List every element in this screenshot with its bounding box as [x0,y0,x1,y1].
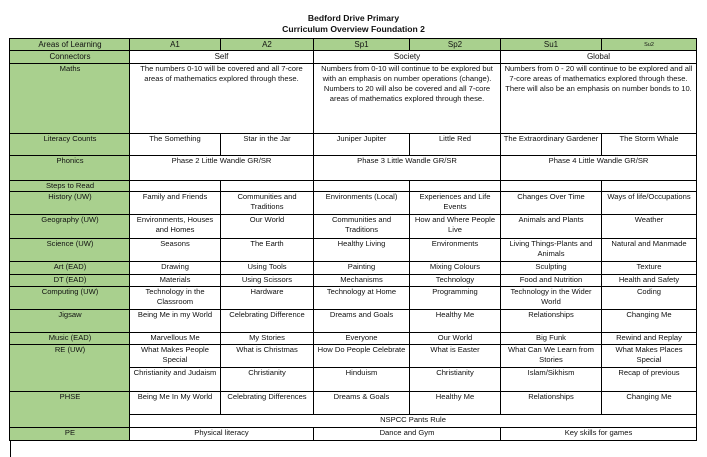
art-cell: Drawing [130,262,221,274]
literacy-row [10,133,697,155]
maths-spring-para: Numbers from 0-10 will continue to be explored but with an emphasis on number operations (change). [321,64,493,84]
history-label: History (UW) [10,192,130,215]
empty-cell [410,180,501,191]
pe-label: PE [10,427,130,440]
history-cell: Communities and Traditions [221,192,314,215]
computing-row [10,286,697,309]
re-cell: What is Christmas [221,344,314,367]
computing-cell: Technology in the Wider World [501,286,602,309]
literacy-cell: Little Red [410,133,501,155]
phse-cell: Dreams & Goals [314,391,410,414]
science-cell: Healthy Living [314,238,410,261]
geography-label: Geography (UW) [10,215,130,238]
phonics-row [10,156,697,180]
connectors-row [10,51,697,64]
art-label: Art (EAD) [10,262,130,274]
maths-spring [314,64,501,133]
phse-row [10,391,697,414]
jigsaw-cell: Healthy Me [410,310,501,332]
curriculum-table [9,38,697,441]
history-cell: Ways of life/Occupations [602,192,697,215]
music-cell: Big Funk [501,332,602,344]
geography-cell: How and Where People Live [410,215,501,238]
pe-row [10,427,697,440]
geography-cell: Environments, Houses and Homes [130,215,221,238]
phonics-label: Phonics [10,156,130,180]
science-cell: Living Things-Plants and Animals [501,238,602,261]
dt-cell: Technology [410,274,501,286]
dt-cell: Health and Safety [602,274,697,286]
literacy-cell: The Something [130,133,221,155]
re-cell: What Makes Places Special [602,344,697,367]
jigsaw-cell: Dreams and Goals [314,310,410,332]
empty-cell [501,180,602,191]
maths-summer-para: There will also be an emphasis on number bonds to 10. [505,84,692,94]
art-cell: Mixing Colours [410,262,501,274]
re-cell: Hinduism [314,368,410,391]
science-row [10,238,697,261]
computing-cell: Hardware [221,286,314,309]
computing-label: Computing (UW) [10,286,130,309]
re-cell: How Do People Celebrate [314,344,410,367]
phse-label: PHSE [10,391,130,427]
header-row [10,39,697,51]
header-label: Areas of Learning [10,39,130,51]
phse-cell: Celebrating Differences [221,391,314,414]
re-label: RE (UW) [10,344,130,391]
literacy-label: Literacy Counts [10,133,130,155]
history-cell: Changes Over Time [501,192,602,215]
phse-cell: Healthy Me [410,391,501,414]
steps-label: Steps to Read [10,180,130,191]
jigsaw-row [10,310,697,332]
term-sp2: Sp2 [410,39,501,51]
maths-autumn: The numbers 0-10 will be covered and all 7-core areas of mathematics explored through these. [130,64,314,133]
art-cell: Using Tools [221,262,314,274]
re-cell: Christianity [221,368,314,391]
school-name: Bedford Drive Primary [307,13,400,23]
literacy-cell: Juniper Jupiter [314,133,410,155]
computing-cell: Coding [602,286,697,309]
jigsaw-cell: Being Me in my World [130,310,221,332]
empty-cell [221,180,314,191]
document-title: Curriculum Overview Foundation 2 [282,24,425,34]
empty-cell [314,180,410,191]
dt-cell: Food and Nutrition [501,274,602,286]
maths-summer [501,64,697,133]
music-cell: Rewind and Replay [602,332,697,344]
term-su1: Su1 [501,39,602,51]
science-cell: Environments [410,238,501,261]
science-cell: Seasons [130,238,221,261]
re-cell: What Makes People Special [130,344,221,367]
dt-cell: Using Scissors [221,274,314,286]
computing-cell: Programming [410,286,501,309]
jigsaw-cell: Changing Me [602,310,697,332]
re-cell: Islam/Sikhism [501,368,602,391]
connector-society: Society [314,51,501,64]
term-sp1: Sp1 [314,39,410,51]
pe-autumn: Physical literacy [130,427,314,440]
art-row [10,262,697,274]
pe-spring: Dance and Gym [314,427,501,440]
art-cell: Painting [314,262,410,274]
connectors-label: Connectors [10,51,130,64]
maths-label: Maths [10,64,130,133]
connector-global: Global [501,51,697,64]
term-su2: Su2 [602,39,697,51]
science-label: Science (UW) [10,238,130,261]
computing-cell: Technology at Home [314,286,410,309]
term-a2: A2 [221,39,314,51]
phse-rule: NSPCC Pants Rule [130,415,697,427]
music-cell: Our World [410,332,501,344]
literacy-cell: The Storm Whale [602,133,697,155]
phse-cell: Changing Me [602,391,697,414]
empty-cell [130,180,221,191]
geography-cell: Our World [221,215,314,238]
jigsaw-label: Jigsaw [10,310,130,332]
re-cell: What Can We Learn from Stories [501,344,602,367]
steps-row [10,180,697,191]
re-cell: Recap of previous [602,368,697,391]
literacy-cell: The Extraordinary Gardener [501,133,602,155]
music-row [10,332,697,344]
music-label: Music (EAD) [10,332,130,344]
music-cell: Everyone [314,332,410,344]
history-cell: Experiences and Life Events [410,192,501,215]
jigsaw-cell: Celebrating Difference [221,310,314,332]
geography-cell: Animals and Plants [501,215,602,238]
re-cell: What is Easter [410,344,501,367]
phse-cell: Being Me In My World [130,391,221,414]
re-cell: Christianity [410,368,501,391]
music-cell: Marvellous Me [130,332,221,344]
page-edge-line [10,441,11,457]
phonics-autumn: Phase 2 Little Wandle GR/SR [130,156,314,180]
empty-cell [602,180,697,191]
maths-spring-para: Numbers to 20 will also be covered and all 7-core areas of mathematics explored through these. [323,84,491,104]
history-cell: Environments (Local) [314,192,410,215]
computing-cell: Technology in the Classroom [130,286,221,309]
science-cell: The Earth [221,238,314,261]
dt-label: DT (EAD) [10,274,130,286]
phonics-summer: Phase 4 Little Wandle GR/SR [501,156,697,180]
dt-cell: Mechanisms [314,274,410,286]
science-cell: Natural and Manmade [602,238,697,261]
geography-cell: Weather [602,215,697,238]
maths-summer-para: Numbers from 0 - 20 will continue to be explored and all 7-core areas of mathematics explored through these. [504,64,693,84]
history-cell: Family and Friends [130,192,221,215]
maths-row [10,64,697,133]
geography-cell: Communities and Traditions [314,215,410,238]
term-a1: A1 [130,39,221,51]
phonics-spring: Phase 3 Little Wandle GR/SR [314,156,501,180]
history-row [10,192,697,215]
re-row [10,344,697,367]
literacy-cell: Star in the Jar [221,133,314,155]
art-cell: Texture [602,262,697,274]
phse-cell: Relationships [501,391,602,414]
re-cell: Christianity and Judaism [130,368,221,391]
dt-cell: Materials [130,274,221,286]
connector-self: Self [130,51,314,64]
jigsaw-cell: Relationships [501,310,602,332]
geography-row [10,215,697,238]
art-cell: Sculpting [501,262,602,274]
dt-row [10,274,697,286]
pe-summer: Key skills for games [501,427,697,440]
music-cell: My Stories [221,332,314,344]
